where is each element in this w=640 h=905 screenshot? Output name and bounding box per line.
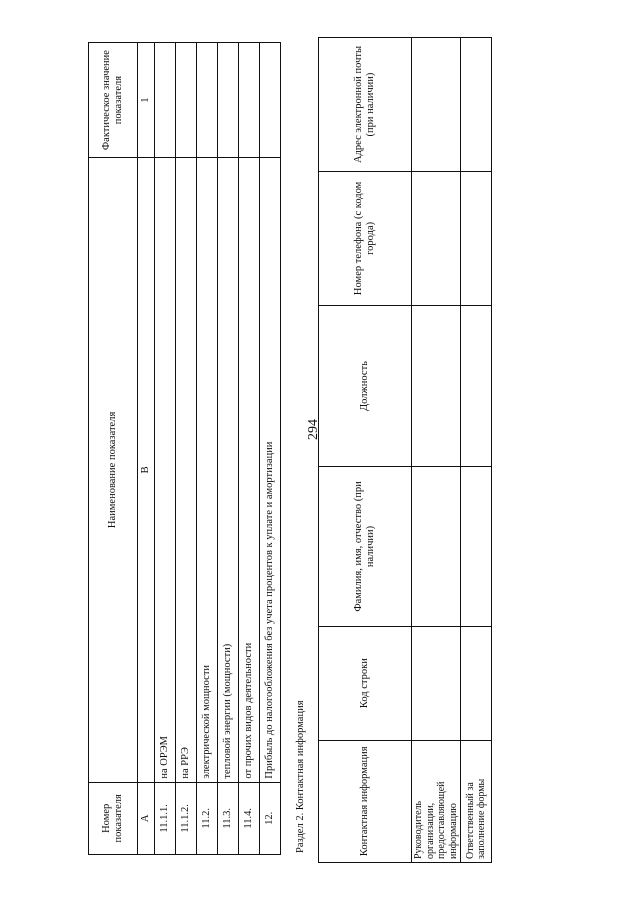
table-row [218,43,239,855]
row-name: тепловой энергии (мощности) [218,158,239,782]
header-phone: Номер телефона (с кодом города) [319,172,412,306]
contact-row-label: Руководитель организации, предоставляющей информацию [412,740,461,862]
table-row [461,38,492,863]
phone-cell[interactable] [461,172,492,306]
row-value[interactable] [155,43,176,158]
table-row [176,43,197,855]
row-number: 11.4. [239,782,260,854]
table-row [412,38,461,863]
table-row [197,43,218,855]
page-number: 294 [306,419,321,440]
row-number: 11.1.2. [176,782,197,854]
contact-row-label: Ответственный за заполнение формы [461,740,492,862]
table-row [239,43,260,855]
phone-cell[interactable] [412,172,461,306]
row-value[interactable] [218,43,239,158]
section-2-title: Раздел 2. Контактная информация [295,700,306,853]
header-line-code: Код строки [319,626,412,740]
letter-1: 1 [138,43,155,158]
row-name: на РРЭ [176,158,197,782]
header-contact-info: Контактная информация [319,740,412,862]
email-cell[interactable] [461,38,492,172]
indicators-header-row [89,43,138,855]
header-full-name: Фамилия, имя, отчество (при наличии) [319,467,412,626]
line-code-cell[interactable] [412,626,461,740]
row-name: электрической мощности [197,158,218,782]
header-indicator-number: Номер показателя [89,782,138,854]
header-actual-value: Фактическое значение показателя [89,43,138,158]
contact-header-row [319,38,412,863]
row-number: 12. [260,782,281,854]
header-indicator-name: Наименование показателя [89,158,138,782]
header-email: Адрес электронной почты (при наличии) [319,38,412,172]
row-value[interactable] [176,43,197,158]
indicators-letter-row [138,43,155,855]
position-cell[interactable] [412,305,461,466]
row-number: 11.2. [197,782,218,854]
letter-b: В [138,158,155,782]
table-row [260,43,281,855]
row-name: от прочих видов деятельности [239,158,260,782]
indicators-table [88,42,281,855]
letter-a: А [138,782,155,854]
row-value[interactable] [197,43,218,158]
row-name: Прибыль до налогообложения без учета процентов к уплате и амортизации [260,158,281,782]
row-number: 11.3. [218,782,239,854]
full-name-cell[interactable] [461,467,492,626]
line-code-cell[interactable] [461,626,492,740]
position-cell[interactable] [461,305,492,466]
header-position: Должность [319,305,412,466]
row-value[interactable] [239,43,260,158]
row-name: на ОРЭМ [155,158,176,782]
email-cell[interactable] [412,38,461,172]
row-number: 11.1.1. [155,782,176,854]
full-name-cell[interactable] [412,467,461,626]
row-value[interactable] [260,43,281,158]
contact-info-table [318,37,492,863]
table-row [155,43,176,855]
